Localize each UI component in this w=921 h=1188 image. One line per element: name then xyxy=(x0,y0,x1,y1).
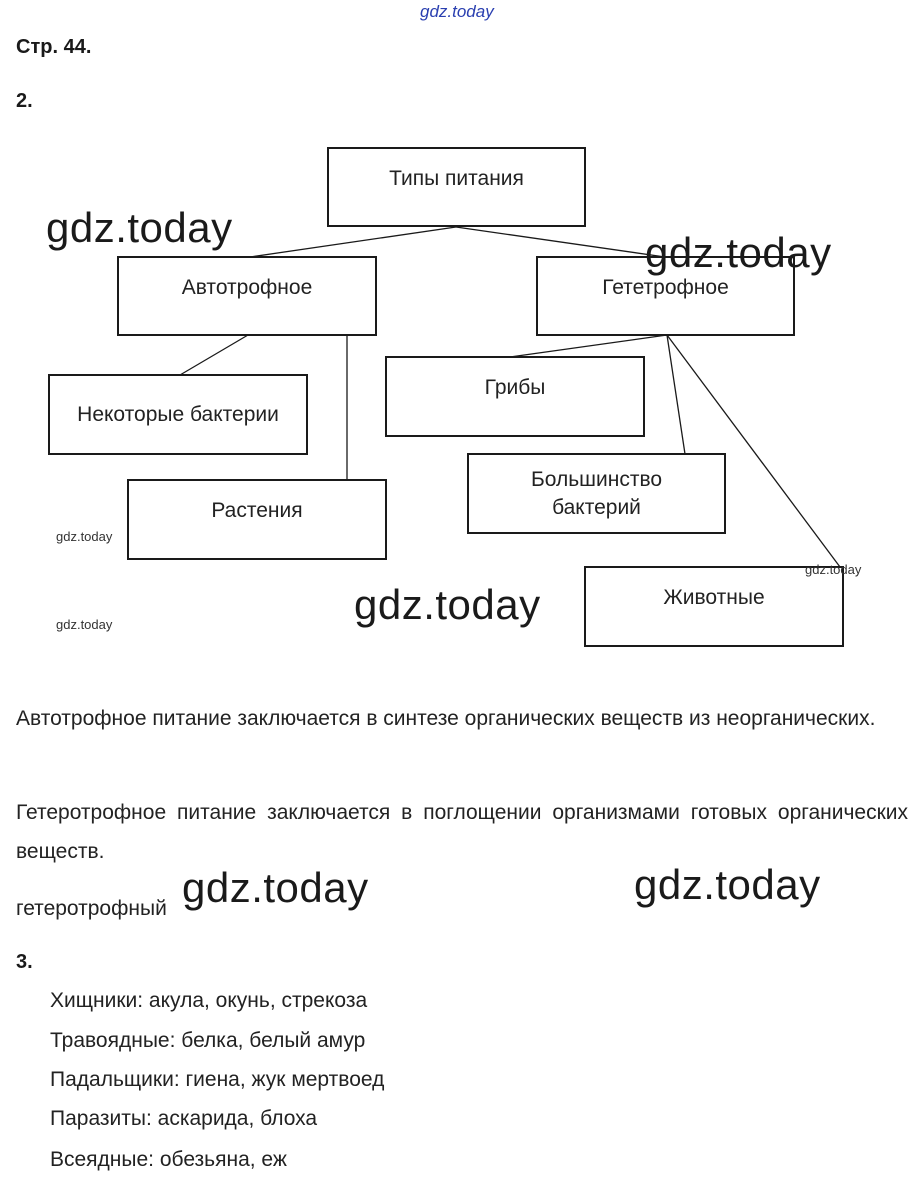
watermark-large-3: gdz.today xyxy=(354,581,541,628)
watermark-small-3: gdz.today xyxy=(805,562,862,577)
connector-root-autotrophic xyxy=(250,227,456,257)
box-heterotrophic-label: Гететрофное xyxy=(602,276,729,299)
box-autotrophic xyxy=(117,256,377,336)
page-number: Стр. 44. xyxy=(16,36,92,58)
watermark-large-1: gdz.today xyxy=(46,204,233,251)
list-item-predators: Хищники: акула, окунь, стрекоза xyxy=(50,989,368,1012)
answer-word: гетеротрофный xyxy=(16,897,167,920)
top-watermark: gdz.today xyxy=(420,2,494,21)
box-fungi xyxy=(385,356,645,437)
box-most-bacteria-line2: бактерий xyxy=(552,495,641,519)
watermark-small-2: gdz.today xyxy=(56,617,113,632)
task-2-number: 2. xyxy=(16,90,33,112)
list-item-scavengers: Падальщики: гиена, жук мертвоед xyxy=(50,1068,385,1091)
box-most-bacteria xyxy=(467,453,726,534)
list-item-omnivores: Всеядные: обезьяна, еж xyxy=(50,1148,287,1171)
box-nutrition-types-label: Типы питания xyxy=(389,167,524,190)
list-item-parasites: Паразиты: аскарида, блоха xyxy=(50,1107,318,1130)
watermark-large-4: gdz.today xyxy=(182,864,369,911)
connector-heterotrophic-bacteria xyxy=(667,335,685,454)
heterotrophic-definition: Гетеротрофное питание заключается в поглощении организмами готовых органических веществ. xyxy=(16,801,908,863)
box-some-bacteria xyxy=(48,374,308,455)
box-animals-label: Животные xyxy=(663,586,765,609)
box-fungi-label: Грибы xyxy=(484,376,546,399)
list-item-herbivores: Травоядные: белка, белый амур xyxy=(50,1029,366,1052)
box-most-bacteria-line1: Большинство xyxy=(530,467,663,491)
task-3-number: 3. xyxy=(16,951,33,973)
autotrophic-definition: Автотрофное питание заключается в синтезе органических веществ из неорганических. xyxy=(16,707,876,730)
box-some-bacteria-label: Некоторые бактерии xyxy=(77,402,279,426)
box-animals xyxy=(584,566,844,647)
box-plants xyxy=(127,479,387,560)
box-autotrophic-label: Автотрофное xyxy=(181,276,313,299)
box-nutrition-types xyxy=(327,147,586,227)
watermark-small-1: gdz.today xyxy=(56,529,113,544)
connector-autotrophic-bacteria xyxy=(180,335,248,375)
connector-heterotrophic-fungi xyxy=(510,335,667,357)
connector-root-heterotrophic xyxy=(456,227,665,257)
box-plants-label: Растения xyxy=(211,499,303,522)
watermark-large-5: gdz.today xyxy=(634,861,821,908)
watermark-large-2: gdz.today xyxy=(645,229,832,276)
